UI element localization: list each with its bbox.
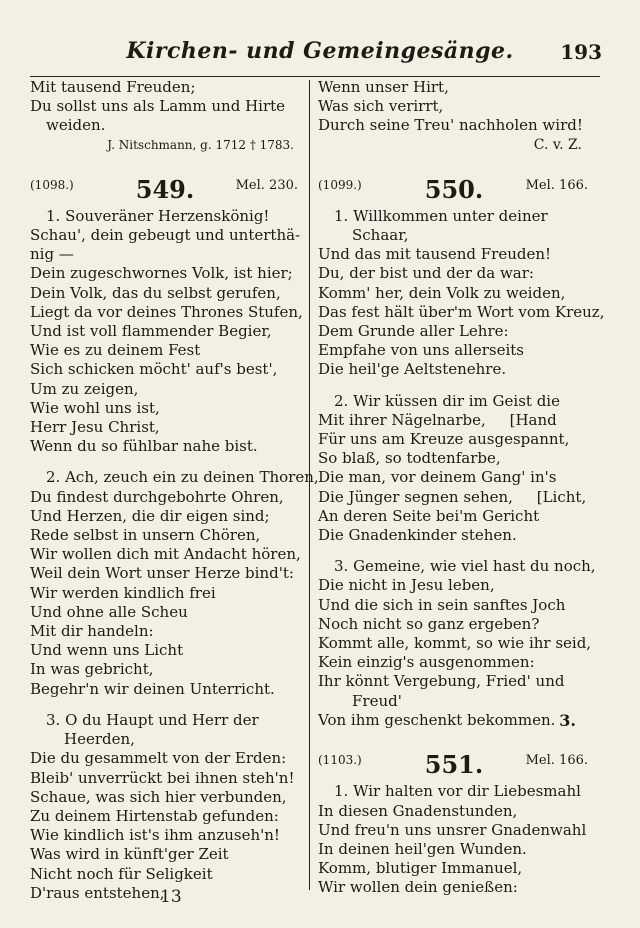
verse-line: Und ist voll flammender Begier, <box>30 322 272 341</box>
verse-line: Die heil'ge Aeltstenehre. <box>318 360 507 379</box>
verse-line: Wie wohl uns ist, <box>30 398 160 417</box>
verse-line: nig — <box>30 245 74 264</box>
page-number: 193 <box>560 40 602 64</box>
verse-line: Kein einzig's ausgenommen: <box>318 653 535 672</box>
verse-line: 1. Willkommen unter deiner <box>334 206 548 225</box>
signature-number: 13 <box>160 887 182 907</box>
verse-line: Wie kindlich ist's ihm anzuseh'n! <box>30 826 280 845</box>
verse-line: Freud' <box>352 691 402 710</box>
verse-line: Mit dir handeln: <box>30 622 154 641</box>
hymn-549-header <box>30 163 300 204</box>
verse-line: Und Herzen, die dir eigen sind; <box>30 506 270 525</box>
running-title: Kirchen- und Gemeingesänge. <box>126 38 514 64</box>
hymn-reference: (1103.) <box>318 753 362 768</box>
verse-line: Empfahe von uns allerseits <box>318 341 524 360</box>
verse-line: Die nicht in Jesu leben, <box>318 576 495 595</box>
hymn-number: 550. <box>424 174 484 204</box>
hymn-550-header <box>318 163 590 204</box>
verse-line: Die du gesammelt von der Erden: <box>30 749 287 768</box>
text-line: Durch seine Treu' nachholen wird! <box>318 116 583 135</box>
verse-line: 2. Ach, zeuch ein zu deinen Thoren, <box>46 468 319 487</box>
verse-line: Was wird in künft'ger Zeit <box>30 845 229 864</box>
verse-3 <box>30 711 300 903</box>
verse-line: Herr Jesu Christ, <box>30 418 160 437</box>
verse-line: Du, der bist und der da war: <box>318 264 534 283</box>
end-mark: 3. <box>559 711 576 731</box>
verse-line: Und freu'n uns unsrer Gnadenwahl <box>318 820 587 839</box>
verse-line: 3. Gemeine, wie viel hast du noch, <box>334 557 596 576</box>
verse-line: Die Gnadenkinder stehen. <box>318 526 517 545</box>
verse-line: In deinen heil'gen Wunden. <box>318 839 527 858</box>
verse-1 <box>30 206 303 457</box>
verse-line: Mit ihrer Nägelnarbe, [Hand <box>318 410 557 429</box>
verse-line: Rede selbst in unsern Chören, <box>30 526 261 545</box>
text-line: Du sollst uns als Lamm und Hirte <box>30 97 286 116</box>
text-line: weiden. <box>46 116 106 135</box>
verse-line: Dein Volk, das du selbst gerufen, <box>30 283 281 302</box>
verse-line: Wir wollen dich mit Andacht hören, <box>30 545 301 564</box>
melody-reference: Mel. 230. <box>235 177 298 193</box>
verse-line: Die Jünger segnen sehen, [Licht, <box>318 487 587 506</box>
hymn-reference: (1098.) <box>30 177 74 192</box>
verse-line: Wir wollen dein genießen: <box>318 878 518 897</box>
verse-1 <box>318 782 590 897</box>
verse-line: Schaar, <box>352 226 409 245</box>
verse-line: Das fest hält über'm Wort vom Kreuz, <box>318 302 605 321</box>
right-column <box>318 78 605 898</box>
verse-line: Für uns am Kreuze ausgespannt, <box>318 430 570 449</box>
hymn-number: 549. <box>135 174 195 204</box>
melody-reference: Mel. 166. <box>525 753 588 769</box>
header-rule <box>30 76 600 77</box>
verse-line: Dein zugeschwornes Volk, ist hier; <box>30 264 293 283</box>
verse-1 <box>318 206 605 380</box>
verse-line: 3. O du Haupt und Herr der <box>46 710 259 729</box>
verse-line: Von ihm geschenkt bekommen. <box>318 710 556 729</box>
hymn-number: 551. <box>424 750 484 780</box>
verse-line: Wir werden kindlich frei <box>30 583 216 602</box>
verse-line: Noch nicht so ganz ergeben? <box>318 614 540 633</box>
verse-line: Liegt da vor deines Thrones Stufen, <box>30 302 303 321</box>
verse-line: Komm' her, dein Volk zu weiden, <box>318 283 566 302</box>
verse-line: Kommt alle, kommt, so wie ihr seid, <box>318 634 592 653</box>
verse-line: 2. Wir küssen dir im Geist die <box>334 391 560 410</box>
verse-2 <box>318 392 590 546</box>
verse-line: Heerden, <box>64 730 135 749</box>
verse-line: Bleib' unverrückt bei ihnen steh'n! <box>30 768 295 787</box>
author-attribution: J. Nitschmann, g. 1712 † 1783. <box>107 137 294 152</box>
verse-line: 1. Souveräner Herzenskönig! <box>46 206 270 225</box>
verse-line: Und das mit tausend Freuden! <box>318 245 552 264</box>
verse-line: So blaß, so todtenfarbe, <box>318 449 501 468</box>
verse-line: Sich schicken möcht' auf's best', <box>30 360 278 379</box>
verse-2 <box>30 468 319 698</box>
verse-line: Begehr'n wir deinen Unterricht. <box>30 679 275 698</box>
hymn-551-header <box>318 738 590 780</box>
verse-line: Ihr könnt Vergebung, Fried' und <box>318 672 565 691</box>
verse-line: In diesen Gnadenstunden, <box>318 801 518 820</box>
text-line: Was sich verirrt, <box>318 97 444 116</box>
verse-line: Nicht noch für Seligkeit <box>30 864 213 883</box>
verse-line: Du findest durchgebohrte Ohren, <box>30 487 284 506</box>
text-line: Wenn unser Hirt, <box>318 78 449 96</box>
verse-line: Wenn du so fühlbar nahe bist. <box>30 437 258 456</box>
verse-line: Schaue, was sich hier verbunden, <box>30 787 287 806</box>
hymn-reference: (1099.) <box>318 177 362 192</box>
verse-line: Zu deinem Hirtenstab gefunden: <box>30 806 279 825</box>
verse-line: Um zu zeigen, <box>30 379 139 398</box>
melody-reference: Mel. 166. <box>525 177 588 193</box>
verse-line: An deren Seite bei'm Gericht <box>318 506 540 525</box>
page-header <box>30 38 610 78</box>
verse-line: Komm, blutiger Immanuel, <box>318 859 523 878</box>
verse-line: Die man, vor deinem Gang' in's <box>318 468 557 487</box>
verse-line: Und ohne alle Scheu <box>30 602 188 621</box>
verse-line: Dem Grunde aller Lehre: <box>318 322 509 341</box>
verse-line: In was gebricht, <box>30 660 154 679</box>
verse-line: Und wenn uns Licht <box>30 641 184 660</box>
verse-line: Wie es zu deinem Fest <box>30 341 201 360</box>
left-column <box>30 78 319 903</box>
verse-3 <box>318 557 596 731</box>
verse-line: Und die sich in sein sanftes Joch <box>318 595 566 614</box>
verse-line: Weil dein Wort unser Herze bind't: <box>30 564 294 583</box>
verse-line: Schau', dein gebeugt und unterthä- <box>30 226 301 245</box>
text-line: Mit tausend Freuden; <box>30 78 196 96</box>
verse-line: 1. Wir halten vor dir Liebesmahl <box>334 782 581 801</box>
verse-line: D'raus entstehen, <box>30 883 165 902</box>
author-signature: C. v. Z. <box>533 136 582 153</box>
